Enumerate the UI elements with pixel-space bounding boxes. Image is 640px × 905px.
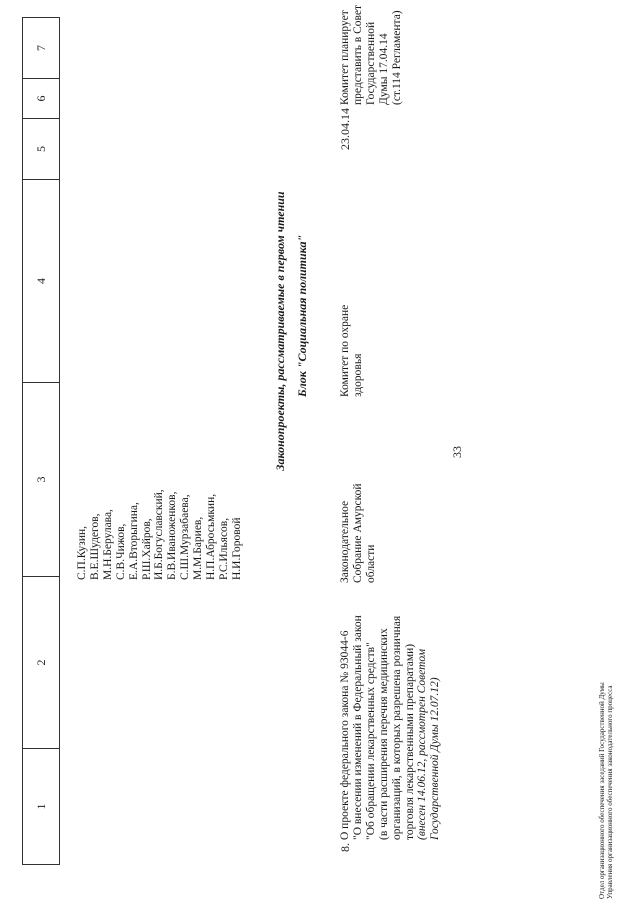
committee-note bbox=[339, 5, 404, 105]
bill-description bbox=[339, 615, 442, 840]
initiator bbox=[339, 483, 378, 583]
column-header-7: 7 bbox=[33, 45, 48, 51]
column-header-row bbox=[22, 17, 60, 865]
date: 23.04.14 bbox=[338, 108, 352, 150]
bill-line: (в части расширения перечня медицинских bbox=[377, 628, 390, 840]
co-author-name: С.Ш.Мурзабаева, bbox=[179, 494, 192, 580]
co-author-name: И.Б.Богуславский, bbox=[153, 489, 166, 580]
initiator-line: области bbox=[364, 544, 377, 583]
column-header-6: 6 bbox=[23, 78, 59, 118]
block-heading: Блок "Социальная политика" bbox=[295, 234, 309, 397]
initiator-line: Собрание Амурской bbox=[351, 483, 364, 583]
note-line: (ст.114 Регламента) bbox=[390, 10, 403, 105]
column-header-4: 4 bbox=[23, 179, 59, 382]
bill-line: торговля лекарственными препаратами) bbox=[403, 643, 416, 840]
note-line: Думы 17.04.14 bbox=[377, 33, 390, 105]
column-header-5: 5 bbox=[23, 118, 59, 179]
co-author-name: М.Н.Берулава, bbox=[101, 509, 114, 580]
column-header-2: 2 bbox=[23, 576, 59, 748]
bill-note-line: Государственной Думы 12.07.12) bbox=[429, 677, 442, 840]
footer-line: Управления организационного обеспечения законодательного процесса bbox=[606, 685, 614, 899]
bill-line: "О внесении изменений в Федеральный закон bbox=[351, 615, 364, 840]
bill-line: организаций, в которых разрешена розничная bbox=[390, 615, 403, 840]
note-line: представить в Совет bbox=[351, 4, 364, 105]
co-author-name: Н.И.Горовой bbox=[230, 517, 243, 580]
note-line: Государственной bbox=[364, 21, 377, 105]
section-heading: Законопроекты, рассматриваемые в первом чтении bbox=[273, 191, 287, 471]
bill-note-line: (внесен 14.06.12, рассмотрен Советом bbox=[416, 648, 429, 840]
row-number: 8. bbox=[338, 843, 352, 852]
co-author-name: В.Е.Шудегов, bbox=[88, 513, 101, 580]
column-header-1: 1 bbox=[23, 748, 59, 864]
responsible-committee bbox=[339, 305, 365, 397]
bill-line: О проекте федерального закона № 93044-6 bbox=[339, 630, 351, 840]
footer-line: Отдел организационного обеспечения заседаний Государственной Думы bbox=[598, 682, 606, 899]
co-author-name: Н.П.Абросьмкин, bbox=[205, 493, 218, 580]
footer-department bbox=[598, 682, 614, 899]
column-header-3: 3 bbox=[23, 382, 59, 576]
co-authors-list bbox=[76, 489, 244, 580]
co-author-name: Р.Ш.Хайров, bbox=[140, 518, 153, 580]
co-author-name: Р.С.Ильясов, bbox=[217, 517, 230, 580]
co-author-name: Б.В.Иваноженков, bbox=[166, 491, 179, 580]
committee-line: Комитет по охране bbox=[339, 304, 351, 397]
initiator-line: Законодательное bbox=[339, 500, 351, 583]
co-author-name: С.П.Кузин, bbox=[76, 525, 88, 580]
page-number: 33 bbox=[450, 446, 464, 458]
committee-line: здоровья bbox=[351, 353, 364, 397]
co-author-name: С.В.Чижов, bbox=[114, 523, 127, 580]
note-line: Комитет планирует bbox=[339, 10, 351, 105]
bill-line: "Об обращении лекарственных средств" bbox=[364, 642, 377, 840]
co-author-name: М.М.Бариев, bbox=[192, 516, 205, 580]
co-author-name: Е.А.Вторыгина, bbox=[127, 502, 140, 580]
